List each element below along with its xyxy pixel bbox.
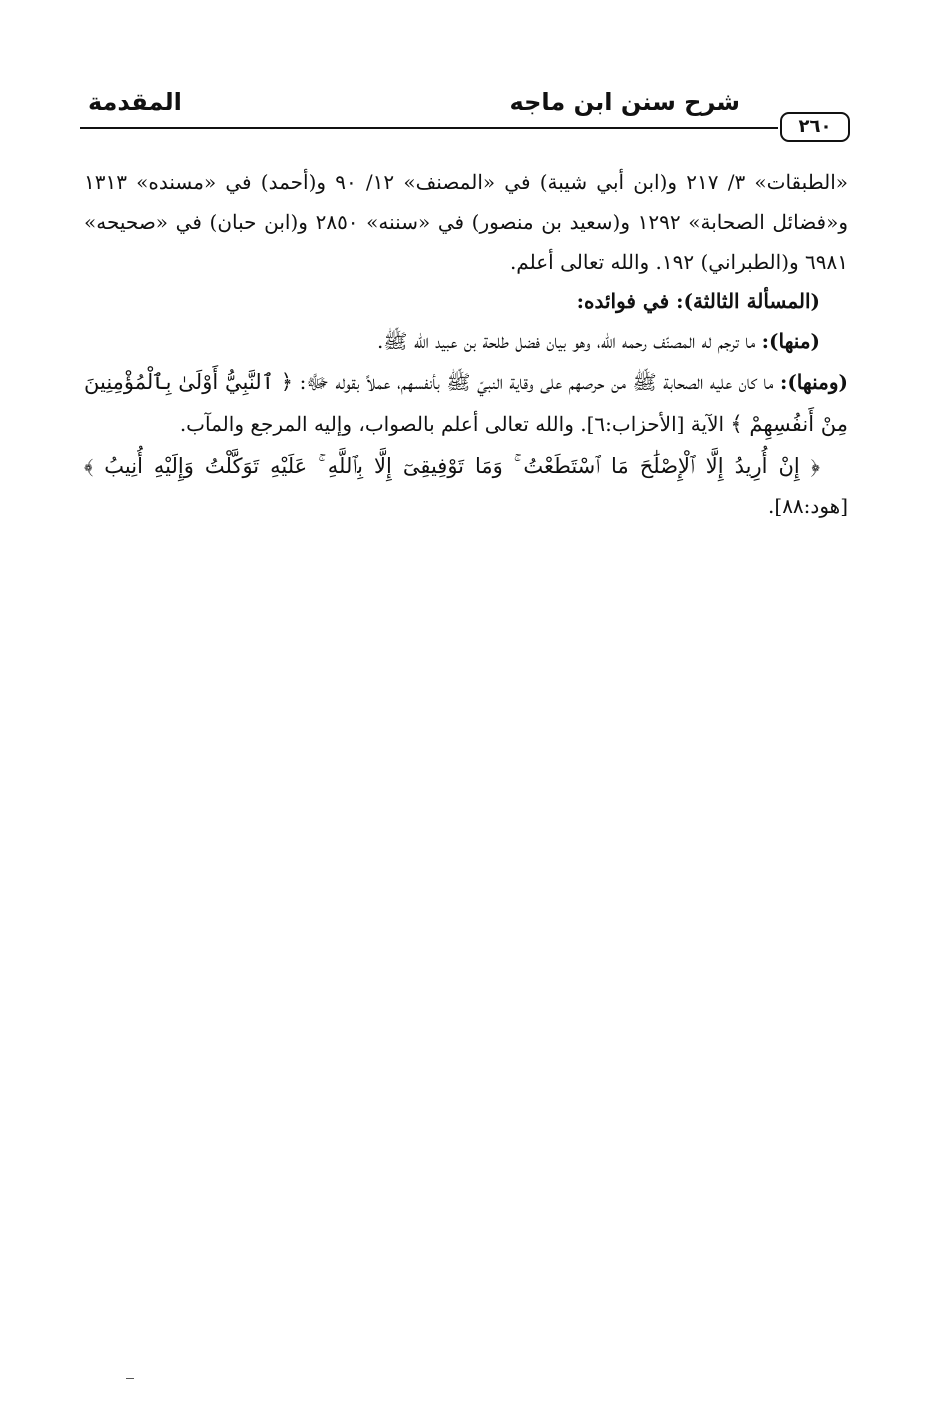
- paragraph-benefit-2: [84, 362, 848, 446]
- paragraph-closing-verse: [84, 446, 848, 528]
- benefit-2-text: ما كان عليه الصحابة ﷺ من حرصهم على وقاية النبيّ ﷺ بأنفسهم، عملاً بقوله ﷻ:: [293, 369, 780, 394]
- scan-mark: [126, 1378, 134, 1379]
- page-number: ٢٦٠: [780, 112, 850, 142]
- benefit-1-text: ما ترجم له المصنّف رحمه الله، وهو بيان فضل طلحة بن عبيد الله ﷺ.: [376, 329, 762, 354]
- benefit-1-label: (منها):: [761, 329, 820, 354]
- references-text: «الطبقات» ٣/ ٢١٧ و(ابن أبي شيبة) في «المصنف» ١٢/ ٩٠ و(أحمد) في «مسنده» ١٣١٣ و«فضائل الصحابة» ١٢٩٢ و(سعيد بن منصور) في «سننه» ٢٨٥٠ و(ابن حبان) في «صحيحه» ٦٩٨١ و(الطبراني) ١٩٢. والله تعالى أعلم.: [84, 170, 849, 274]
- page-body: [84, 163, 848, 527]
- paragraph-references: [84, 163, 848, 282]
- issue-heading: (المسألة الثالثة): في فوائده:: [576, 289, 820, 314]
- benefit-2-closing: الآية [الأحزاب:٦]. والله تعالى أعلم بالصواب، وإليه المرجع والمآب.: [179, 411, 731, 436]
- benefit-2-label: (ومنها):: [779, 369, 848, 394]
- paragraph-issue-heading: [84, 282, 848, 322]
- quran-verse-ahzab: ﴿ ٱلنَّبِيُّ أَوْلَىٰ بِٱلْمُؤْمِنِينَ مِنْ أَنفُسِهِمْ ﴾: [84, 369, 848, 436]
- verse-reference: [هود:٨٨].: [768, 494, 848, 519]
- page-header: [80, 88, 850, 148]
- quran-verse-hud: ﴿ إِنْ أُرِيدُ إِلَّا ٱلْإِصْلَٰحَ مَا ٱسْتَطَعْتُ ۚ وَمَا تَوْفِيقِىٓ إِلَّا بِٱللَّهِ ۚ عَلَيْهِ تَوَكَّلْتُ وَإِلَيْهِ أُنِيبُ ﴾: [84, 453, 820, 478]
- running-title: شرح سنن ابن ماجه: [509, 88, 740, 116]
- paragraph-benefit-1: [84, 322, 848, 362]
- section-title: المقدمة: [88, 88, 182, 116]
- header-rule: [80, 127, 778, 129]
